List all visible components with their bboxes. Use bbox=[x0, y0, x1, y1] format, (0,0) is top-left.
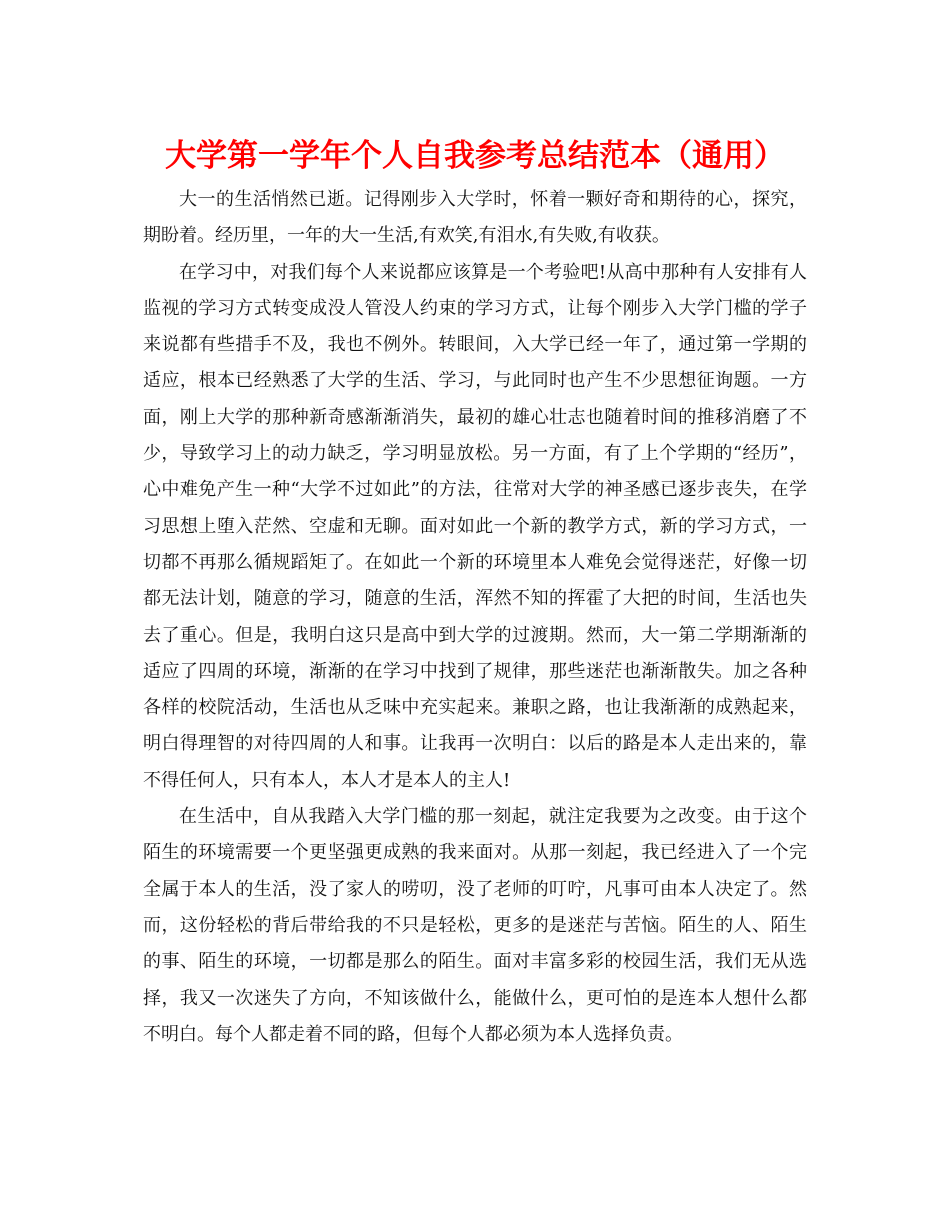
document-body bbox=[143, 182, 807, 1053]
paragraph-study: 在学习中，对我们每个人来说都应该算是一个考验吧!从高中那种有人安排有人监视的学习方式转变成没人管没人约束的学习方式，让每个刚步入大学门槛的学子来说都有些措手不及，我也不例外。转眼间，入大学已经一年了，通过第一学期的适应，根本已经熟悉了大学的生活、学习，与此同时也产生不少思想征询题。一方面，刚上大学的那种新奇感渐渐消失，最初的雄心壮志也随着时间的推移消磨了不少，导致学习上的动力缺乏，学习明显放松。另一方面，有了上个学期的“经历”，心中难免产生一种“大学不过如此”的方法，往常对大学的神圣感已逐步丧失，在学习思想上堕入茫然、空虚和无聊。面对如此一个新的教学方式，新的学习方式，一切都不再那么循规蹈矩了。在如此一个新的环境里本人难免会觉得迷茫，好像一切都无法计划，随意的学习，随意的生活，浑然不知的挥霍了大把的时间，生活也失去了重心。但是，我明白这只是高中到大学的过渡期。然而，大一第二学期渐渐的适应了四周的环境，渐渐的在学习中找到了规律，那些迷茫也渐渐散失。加之各种各样的校院活动，生活也从乏味中充实起来。兼职之路，也让我渐渐的成熟起来，明白得理智的对待四周的人和事。让我再一次明白：以后的路是本人走出来的，靠不得任何人，只有本人，本人才是本人的主人! bbox=[143, 261, 807, 791]
document-title: 大学第一学年个人自我参考总结范本（通用） bbox=[165, 138, 785, 174]
paragraph-life: 在生活中，自从我踏入大学门槛的那一刻起，就注定我要为之改变。由于这个陌生的环境需要一个更坚强更成熟的我来面对。从那一刻起，我已经进入了一个完全属于本人的生活，没了家人的唠叨，没了老师的叮咛，凡事可由本人决定了。然而，这份轻松的背后带给我的不只是轻松，更多的是迷茫与苦恼。陌生的人、陌生的事、陌生的环境，一切都是那么的陌生。面对丰富多彩的校园生活，我们无从选择，我又一次迷失了方向，不知该做什么，能做什么，更可怕的是连本人想什么都不明白。每个人都走着不同的路，但每个人都必须为本人选择负责。 bbox=[143, 806, 807, 1045]
paragraph-intro: 大一的生活悄然已逝。记得刚步入大学时，怀着一颗好奇和期待的心，探究，期盼着。经历里，一年的大一生活,有欢笑,有泪水,有失败,有收获。 bbox=[143, 189, 807, 247]
